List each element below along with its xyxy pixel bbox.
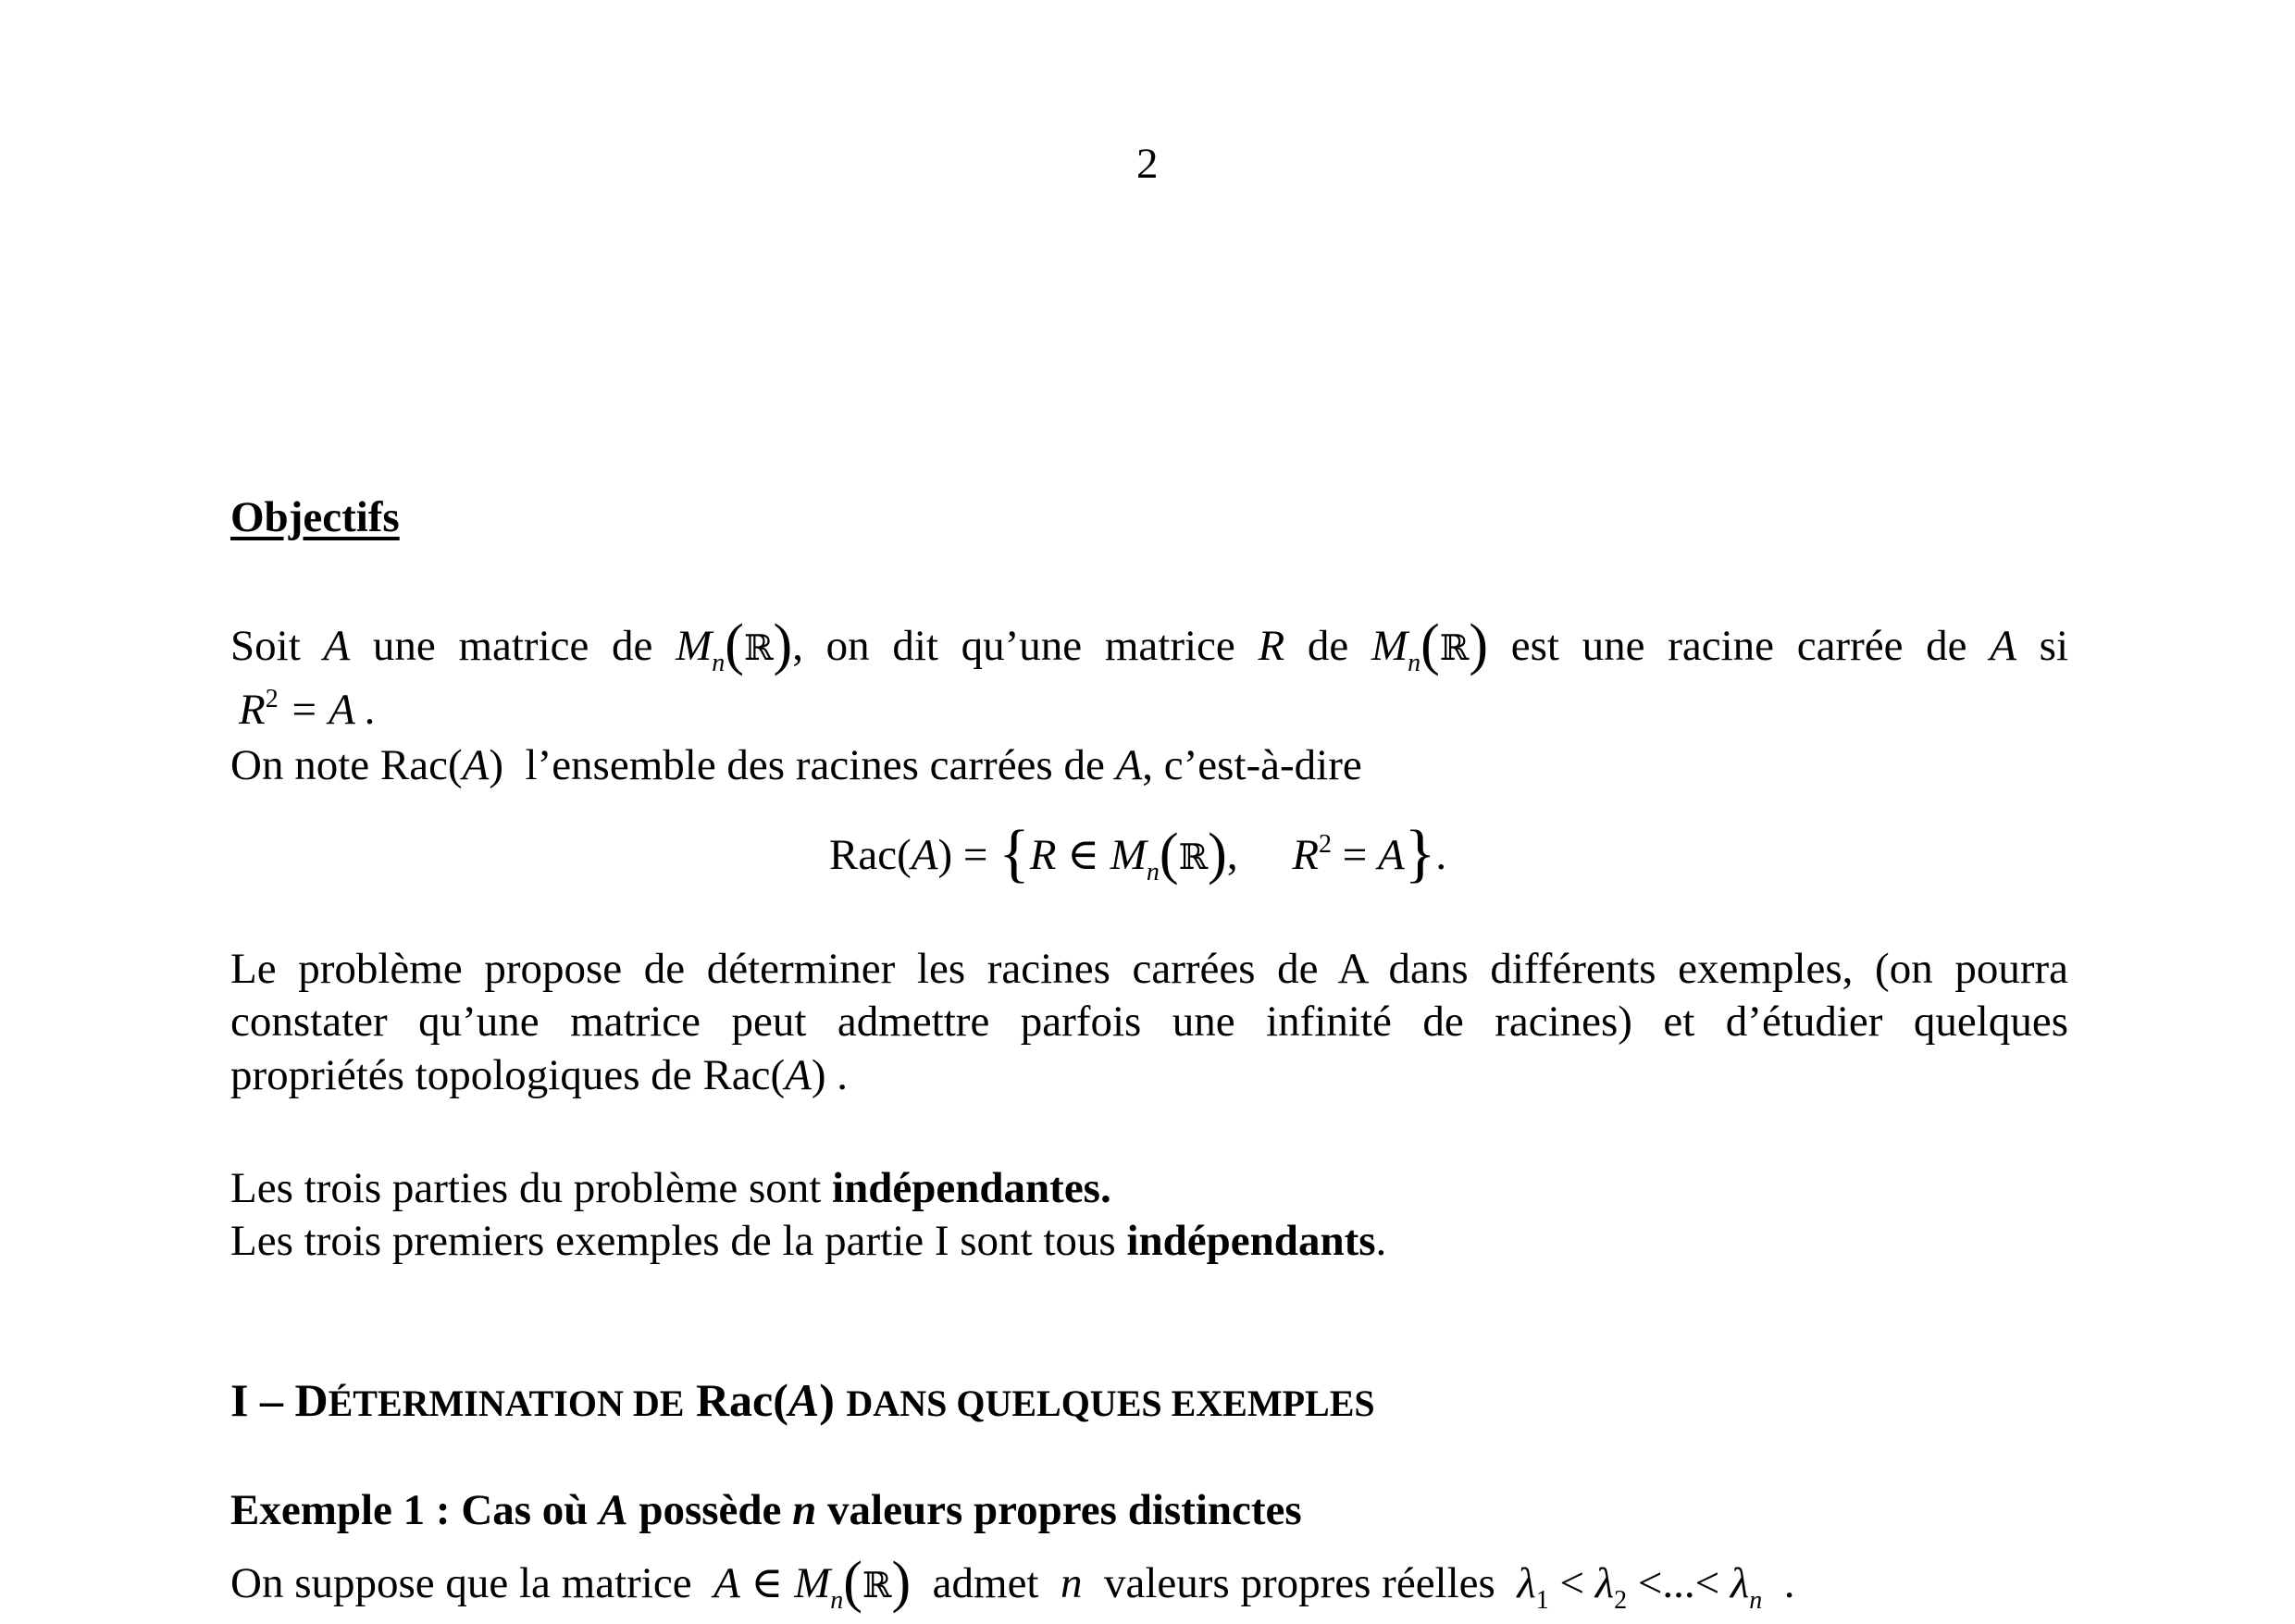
example-1-line: On suppose que la matrice A ∈ $M_n(ℝ)$ admet n valeurs propres réelles $\lambda_1 < \lambda_2$ <...< $\lambda_n$ . xyxy=(230,1551,1795,1615)
example-1-title: Exemple 1 : Cas où A possède n valeurs propres distinctes xyxy=(230,1486,1302,1534)
objectifs-paragraph-3-line-1: Le problème propose de déterminer les racines carrées de A dans différents exemples, (on pourra xyxy=(230,945,2068,993)
section-1-heading: I – DÉTERMINATION DE Rac(A) DANS QUELQUES EXEMPLES xyxy=(230,1374,1375,1426)
objectifs-paragraph-4-line-2: Les trois premiers exemples de la partie I sont tous indépendants. xyxy=(230,1217,1387,1265)
objectifs-paragraph-1-line-2: $R^2 = A$ . xyxy=(239,685,377,734)
objectifs-paragraph-4-line-1: Les trois parties du problème sont indépendantes. xyxy=(230,1164,1111,1212)
page-number: 2 xyxy=(1136,140,1159,188)
objectifs-paragraph-1-line-1: Soit A une matrice de $M_n(ℝ)$, on dit qu’une matrice R de $M_n(ℝ)$ est une racine carrée de A si xyxy=(230,614,2069,677)
rac-definition-formula: Rac(A) = {R ∈ $M_n(ℝ)$, $R^2 = A$}. xyxy=(829,818,1447,889)
objectifs-paragraph-3-line-2: constater qu’une matrice peut admettre parfois une infinité de racines) et d’étudier quelques xyxy=(230,998,2068,1046)
objectifs-heading: Objectifs xyxy=(230,493,400,541)
objectifs-paragraph-3-line-3: propriétés topologiques de Rac(A) . xyxy=(230,1051,848,1099)
objectifs-paragraph-2: On note Rac(A) l’ensemble des racines carrées de A, c’est-à-dire xyxy=(230,741,1362,789)
